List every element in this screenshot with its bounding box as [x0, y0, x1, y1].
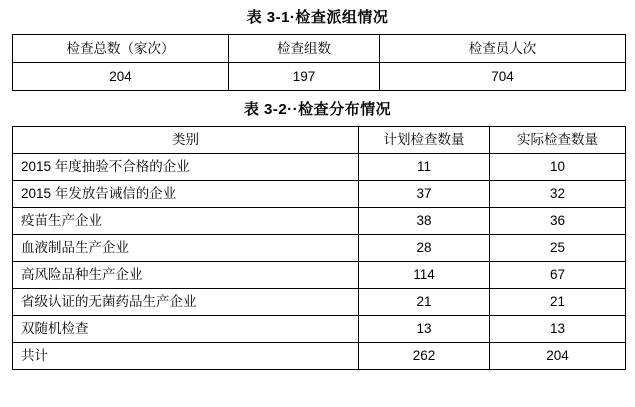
table-2-cell-planned: 11 [359, 154, 490, 181]
table-1-header-cell-inspectors: 检查员人次 [380, 35, 626, 63]
table-row [13, 63, 626, 91]
table-row [13, 181, 626, 208]
table-2-cell-planned: 114 [359, 262, 490, 289]
table-2-cell-planned: 37 [359, 181, 490, 208]
table-1-cell-groups-value: 197 [229, 63, 380, 91]
table-2-cell-planned: 13 [359, 316, 490, 343]
table-2-cell-category: 2015 年度抽验不合格的企业 [13, 154, 359, 181]
table-2-cell-actual: 204 [490, 343, 626, 370]
table-2-cell-planned: 262 [359, 343, 490, 370]
table-row [13, 127, 626, 154]
table-2-header-cell-category: 类别 [13, 127, 359, 154]
table-row [13, 35, 626, 63]
table-row [13, 262, 626, 289]
table-2-cell-planned: 38 [359, 208, 490, 235]
table-1-caption: 表 3-1·检查派组情况 [246, 9, 389, 26]
table-2-cell-actual: 21 [490, 289, 626, 316]
table-row [13, 208, 626, 235]
table-2-cell-category: 高风险品种生产企业 [13, 262, 359, 289]
table-2-cell-category: 双随机检查 [13, 316, 359, 343]
table-1-header-cell-total: 检查总数（家次） [13, 35, 229, 63]
table-2-header-cell-planned: 计划检查数量 [359, 127, 490, 154]
table-2-cell-actual: 32 [490, 181, 626, 208]
table-2-cell-planned: 21 [359, 289, 490, 316]
table-2-cell-planned: 28 [359, 235, 490, 262]
table-row [13, 235, 626, 262]
table-1-header-cell-groups: 检查组数 [229, 35, 380, 63]
table-2-cell-actual: 13 [490, 316, 626, 343]
table-2-cell-actual: 36 [490, 208, 626, 235]
table-row [13, 154, 626, 181]
table-1-cell-total-value: 204 [13, 63, 229, 91]
table-2-header-cell-actual: 实际检查数量 [490, 127, 626, 154]
table-1-cell-inspectors-value: 704 [380, 63, 626, 91]
table-2-cell-actual: 25 [490, 235, 626, 262]
table-2-cell-category: 血液制品生产企业 [13, 235, 359, 262]
table-2-body [13, 154, 626, 370]
table-1-body [13, 63, 626, 91]
table-2-caption: 表 3-2··检查分布情况 [243, 101, 392, 118]
table-2-cell-actual: 10 [490, 154, 626, 181]
table-inspection-groups [12, 34, 626, 91]
table-2-header [13, 127, 626, 154]
table-row-total [13, 343, 626, 370]
table-row [13, 289, 626, 316]
table-2-cell-actual: 67 [490, 262, 626, 289]
table-2-cell-category: 2015 年发放告诫信的企业 [13, 181, 359, 208]
table-1-header [13, 35, 626, 63]
table-2-cell-category: 共计 [13, 343, 359, 370]
table-2-cell-category: 省级认证的无菌药品生产企业 [13, 289, 359, 316]
table-inspection-distribution [12, 126, 626, 370]
table-2-cell-category: 疫苗生产企业 [13, 208, 359, 235]
table-row [13, 316, 626, 343]
